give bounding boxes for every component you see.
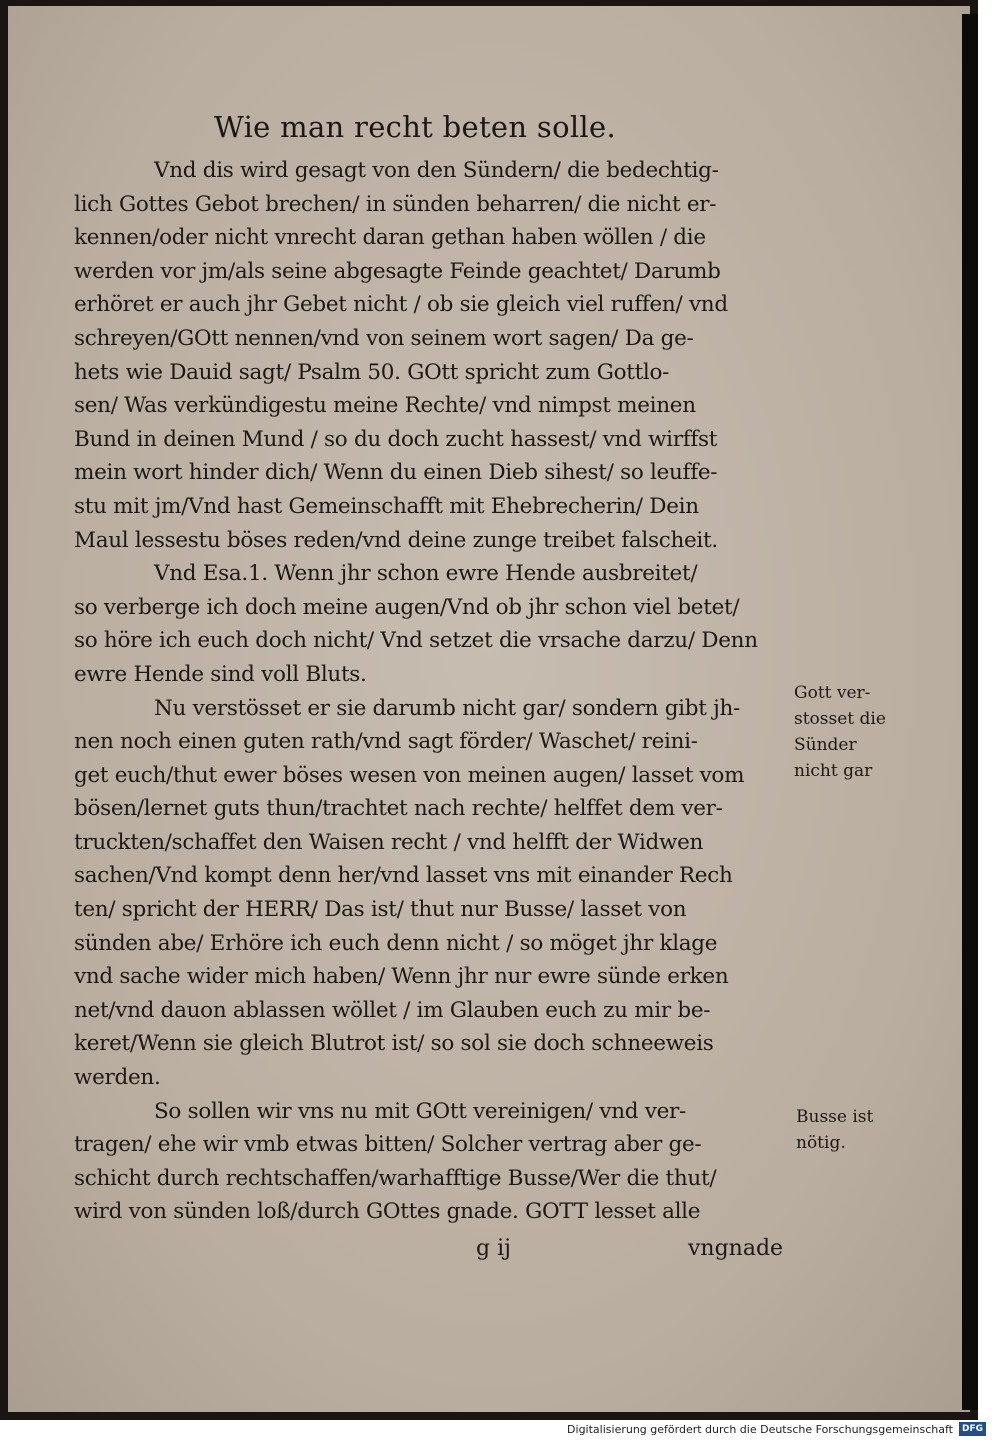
text-line: schicht durch rechtschaffen/warhafftige Busse/Wer die thut/ [74,1165,717,1191]
text-line: schreyen/GOtt nennen/vnd von seinem wort sagen/ Da ge- [74,325,694,351]
margin-note [796,1104,873,1156]
text-line: ten/ spricht der HERR/ Das ist/ thut nur Busse/ lasset von [74,897,687,923]
margin-note-line: stosset die [794,709,886,729]
text-line: lich Gottes Gebot brechen/ in sünden beharren/ die nicht er- [74,191,717,217]
text-line: sünden abe/ Erhöre ich euch denn nicht / so möget jhr klage [74,930,718,956]
text-line: hets wie Dauid sagt/ Psalm 50. GOtt spricht zum Gottlo- [74,359,670,385]
text-line: nen noch einen guten rath/vnd sagt förder/ Waschet/ reini- [74,729,698,755]
body-text [74,154,790,1229]
text-line: Nu verstösset er sie darumb nicht gar/ sondern gibt jh- [154,695,740,721]
text-line: so höre ich euch doch nicht/ Vnd setzet die vrsache darzu/ Denn [74,628,758,654]
digitization-credit [567,1420,986,1438]
text-line: sachen/Vnd kompt denn her/vnd lasset vns mit einander Rech [74,863,733,889]
catchword: vngnade [688,1236,784,1261]
text-line: truckten/schaffet den Waisen recht / vnd helfft der Widwen [74,829,704,855]
text-line: sen/ Was verkündigestu meine Rechte/ vnd nimpst meinen [74,393,696,419]
margin-note-line: Sünder [794,735,857,755]
text-line: Bund in deinen Mund / so du doch zucht hassest/ vnd wirffst [74,426,718,452]
text-line: ewre Hende sind voll Bluts. [74,661,367,687]
text-line: mein wort hinder dich/ Wenn du einen Dieb sihest/ so leuffe- [74,460,718,486]
running-head: Wie man recht beten solle. [214,110,616,144]
text-line: erhöret er auch jhr Gebet nicht / ob sie gleich viel ruffen/ vnd [74,292,728,318]
text-line: bösen/lernet guts thun/trachtet nach rechte/ helffet dem ver- [74,796,723,822]
text-line: Vnd Esa.1. Wenn jhr schon ewre Hende ausbreitet/ [154,561,698,587]
margin-note-line: Busse ist [796,1107,874,1127]
margin-note-line: nötig. [796,1133,846,1153]
text-line: Vnd dis wird gesagt von den Sündern/ die bedechtig- [154,158,719,183]
margin-note [794,680,886,784]
text-line: keret/Wenn sie gleich Blutrot ist/ so sol sie doch schneeweis [74,1031,714,1057]
dfg-logo: DFG [959,1422,986,1436]
text-line: get euch/thut ewer böses wesen von meinen augen/ lasset vom [74,762,745,788]
credit-text: Digitalisierung gefördert durch die Deutsche Forschungsgemeinschaft [567,1422,953,1436]
text-line: werden vor jm/als seine abgesagte Feinde geachtet/ Darumb [74,258,721,284]
margin-note-line: nicht gar [794,761,873,781]
text-line: stu mit jm/Vnd hast Gemeinschafft mit Ehebrecherin/ Dein [74,493,699,519]
text-line: Maul lessestu böses reden/vnd deine zunge treibet falscheit. [74,527,718,553]
text-line: kennen/oder nicht vnrecht daran gethan haben wöllen / die [74,225,706,251]
book-page [8,6,970,1412]
text-line: wird von sünden loß/durch GOttes gnade. GOTT lesset alle [74,1199,701,1225]
text-line: vnd sache wider mich haben/ Wenn jhr nur ewre sünde erken [74,964,729,990]
margin-note-line: Gott ver- [794,683,871,703]
text-line: so verberge ich doch meine augen/Vnd ob jhr schon viel betet/ [74,594,740,620]
text-line: tragen/ ehe wir vmb etwas bitten/ Solcher vertrag aber ge- [74,1132,702,1158]
signature-mark: g ij [476,1236,511,1261]
text-line: werden. [74,1065,161,1091]
text-line: net/vnd dauon ablassen wöllet / im Glauben euch zu mir be- [74,997,711,1023]
page-edge-shadow [962,14,978,1410]
text-line: So sollen wir vns nu mit GOtt vereinigen/ vnd ver- [154,1098,686,1124]
